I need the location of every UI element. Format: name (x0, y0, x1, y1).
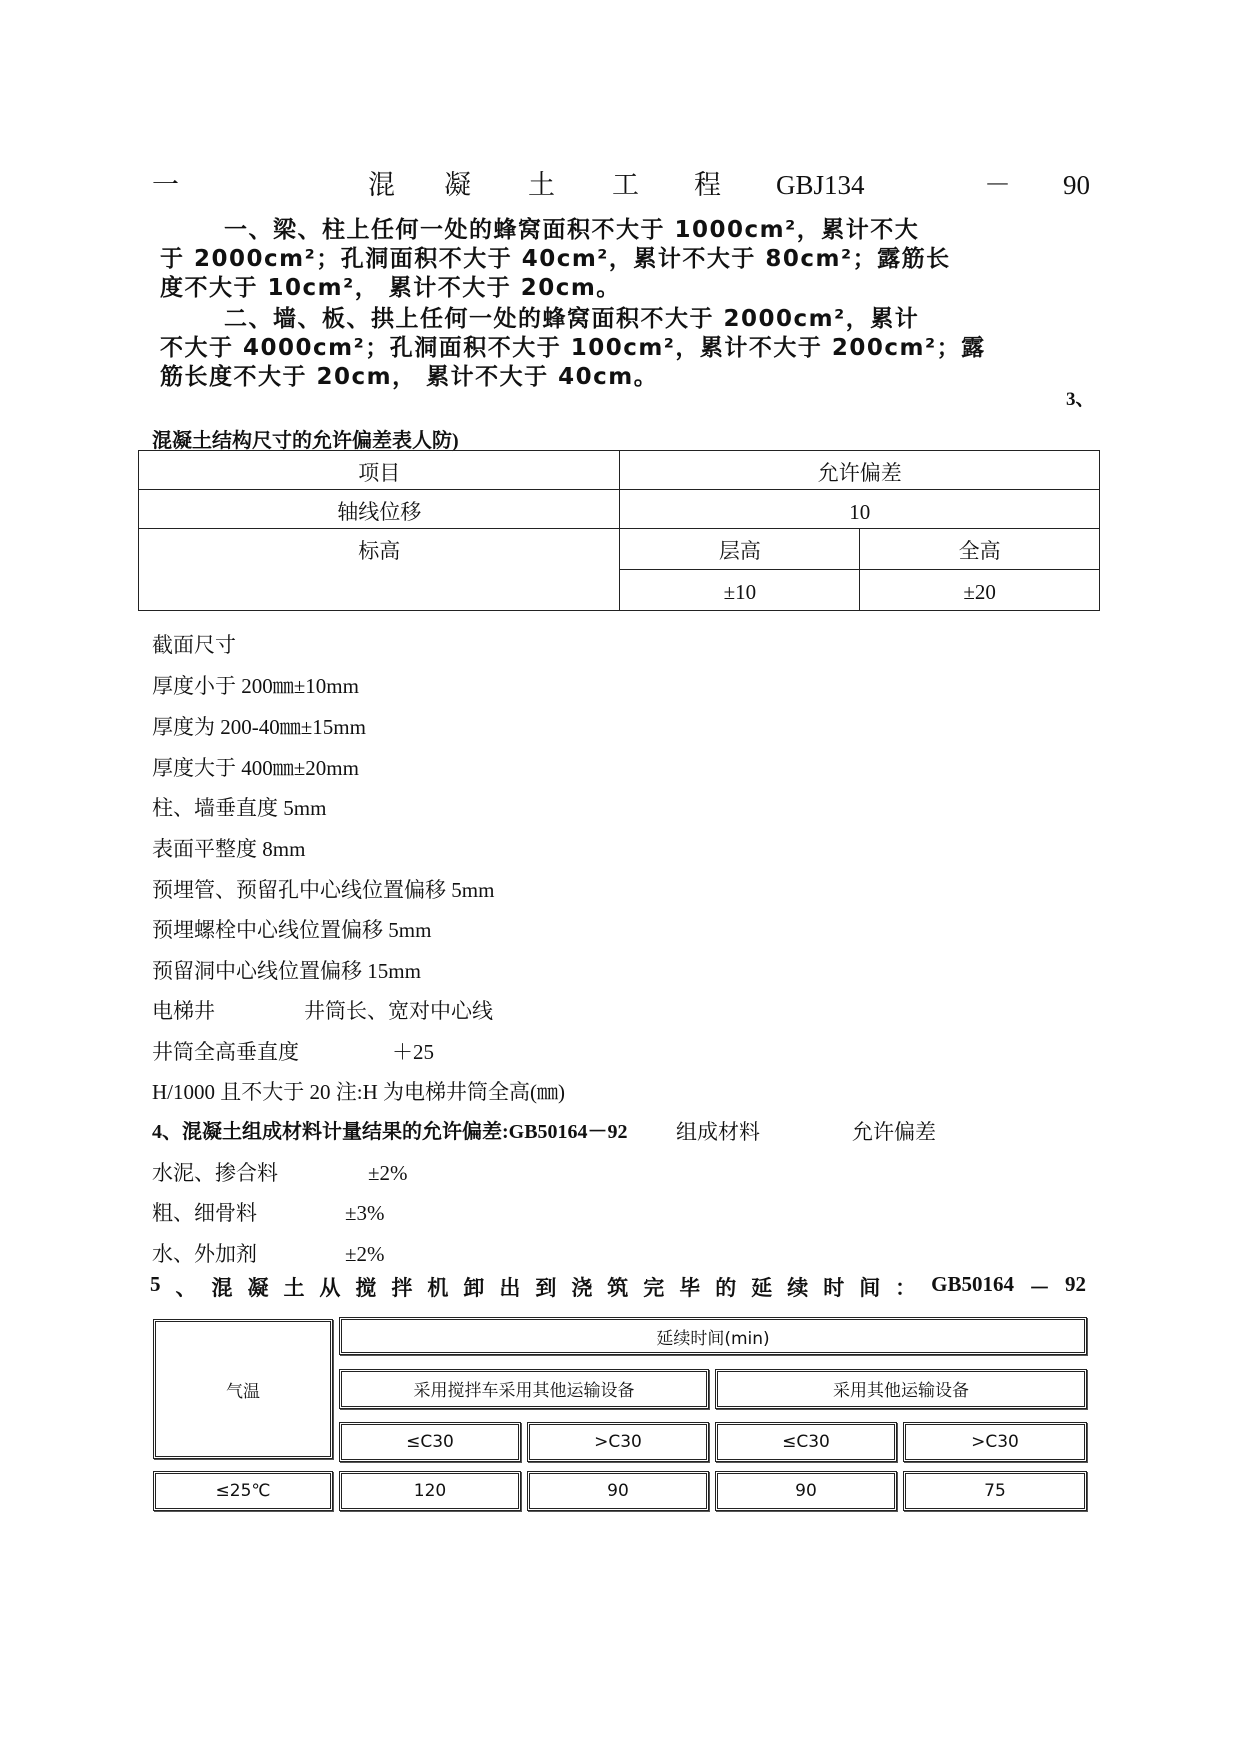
section-3-line: 截面尺寸 (152, 633, 236, 657)
section-3-line: 预埋螺栓中心线位置偏移 5mm (152, 918, 432, 942)
tolerance-table (138, 450, 1100, 611)
material-tolerance: ±2% (368, 1161, 408, 1185)
duration-value: 90 (715, 1471, 897, 1511)
heading-year: 90 (1063, 170, 1090, 200)
paragraph-2-line-1: 二、墙、板、拱上任何一处的蜂窝面积不大于 2000cm²，累计 (224, 306, 920, 332)
section-4-title: 4、混凝土组成材料计量结果的允许偏差:GB50164－92 (152, 1121, 628, 1143)
section-3-line: 柱、墙垂直度 5mm (152, 796, 327, 820)
group-mixer-truck: 采用搅拌车采用其他运输设备 (339, 1369, 709, 1409)
heading-code: GBJ134 (776, 170, 865, 200)
heading-char-3: 凝 (444, 170, 471, 200)
section-3-line: 预埋管、预留孔中心线位置偏移 5mm (152, 878, 495, 902)
paragraph-1 (160, 216, 1060, 303)
duration-value: 75 (903, 1471, 1087, 1511)
paragraph-2-line-2: 不大于 4000cm²；孔洞面积不大于 100cm²，累计不大于 200cm²；露 (160, 335, 986, 361)
duration-value: 120 (339, 1471, 521, 1511)
table-header-item: 项目 (139, 451, 620, 490)
heading-char-6: 程 (694, 170, 721, 200)
elevator-shaft-label: 电梯井 (152, 999, 215, 1023)
temperature-header: 气温 (153, 1319, 333, 1459)
row-temperature: ≤25℃ (153, 1471, 333, 1511)
section-3-line: 预留洞中心线位置偏移 15mm (152, 959, 421, 983)
material-name: 水、外加剂 (152, 1242, 257, 1266)
total-height-value: ±20 (860, 570, 1100, 611)
section-4-col-material: 组成材料 (676, 1120, 760, 1144)
section-3-line: 厚度大于 400㎜±20mm (152, 756, 359, 780)
paragraph-1-line-1: 一、梁、柱上任何一处的蜂窝面积不大于 1000cm²，累计不大 (224, 217, 920, 243)
grade-header: >C30 (527, 1422, 709, 1462)
material-name: 水泥、掺合料 (152, 1161, 278, 1185)
grade-header: ≤C30 (715, 1422, 897, 1462)
material-tolerance: ±3% (345, 1201, 385, 1225)
paragraph-1-line-3: 度不大于 10cm²， 累计不大于 20cm。 (160, 275, 621, 301)
grade-header: >C30 (903, 1422, 1087, 1462)
grade-header: ≤C30 (339, 1422, 521, 1462)
section-5-title: 5 、 混 凝 土 从 搅 拌 机 卸 出 到 浇 筑 完 毕 的 延 续 时 间 ： GB50164 － 92 (150, 1272, 1086, 1300)
material-name: 粗、细骨料 (152, 1201, 257, 1225)
heading-char-2: 混 (368, 170, 395, 200)
duration-table (150, 1310, 1090, 1514)
shaft-vertical-value: ＋25 (392, 1040, 434, 1064)
section-3-number: 3、 (1066, 389, 1095, 410)
section-3-title: 混凝土结构尺寸的允许偏差表人防) (152, 430, 459, 452)
axis-offset-value: 10 (620, 490, 1100, 529)
section-3-line: 厚度为 200-40㎜±15mm (152, 715, 366, 739)
total-height-label: 全高 (860, 529, 1100, 570)
floor-height-label: 层高 (620, 529, 860, 570)
material-tolerance: ±2% (345, 1242, 385, 1266)
paragraph-2 (160, 305, 1060, 392)
duration-header: 延续时间(min) (339, 1317, 1087, 1355)
heading-char-4: 土 (528, 170, 555, 200)
paragraph-2-line-3: 筋长度不大于 20cm， 累计不大于 40cm。 (160, 364, 659, 390)
elevation-label: 标高 (139, 529, 620, 611)
elevator-shaft-desc: 井筒长、宽对中心线 (304, 999, 493, 1023)
heading-dash: － (984, 170, 1011, 200)
axis-offset-label: 轴线位移 (139, 490, 620, 529)
paragraph-1-line-2: 于 2000cm²；孔洞面积不大于 40cm²，累计不大于 80cm²；露筋长 (160, 246, 951, 272)
table-header-tolerance: 允许偏差 (620, 451, 1100, 490)
heading-char-1: 一 (152, 170, 179, 200)
shaft-note: H/1000 且不大于 20 注:H 为电梯井筒全高(㎜) (152, 1080, 565, 1104)
section-4-col-tolerance: 允许偏差 (852, 1120, 936, 1144)
group-other-transport: 采用其他运输设备 (715, 1369, 1087, 1409)
heading-char-5: 工 (612, 170, 639, 200)
floor-height-value: ±10 (620, 570, 860, 611)
duration-value: 90 (527, 1471, 709, 1511)
section-3-line: 厚度小于 200㎜±10mm (152, 674, 359, 698)
shaft-vertical-label: 井筒全高垂直度 (152, 1040, 299, 1064)
section-3-line: 表面平整度 8mm (152, 837, 306, 861)
